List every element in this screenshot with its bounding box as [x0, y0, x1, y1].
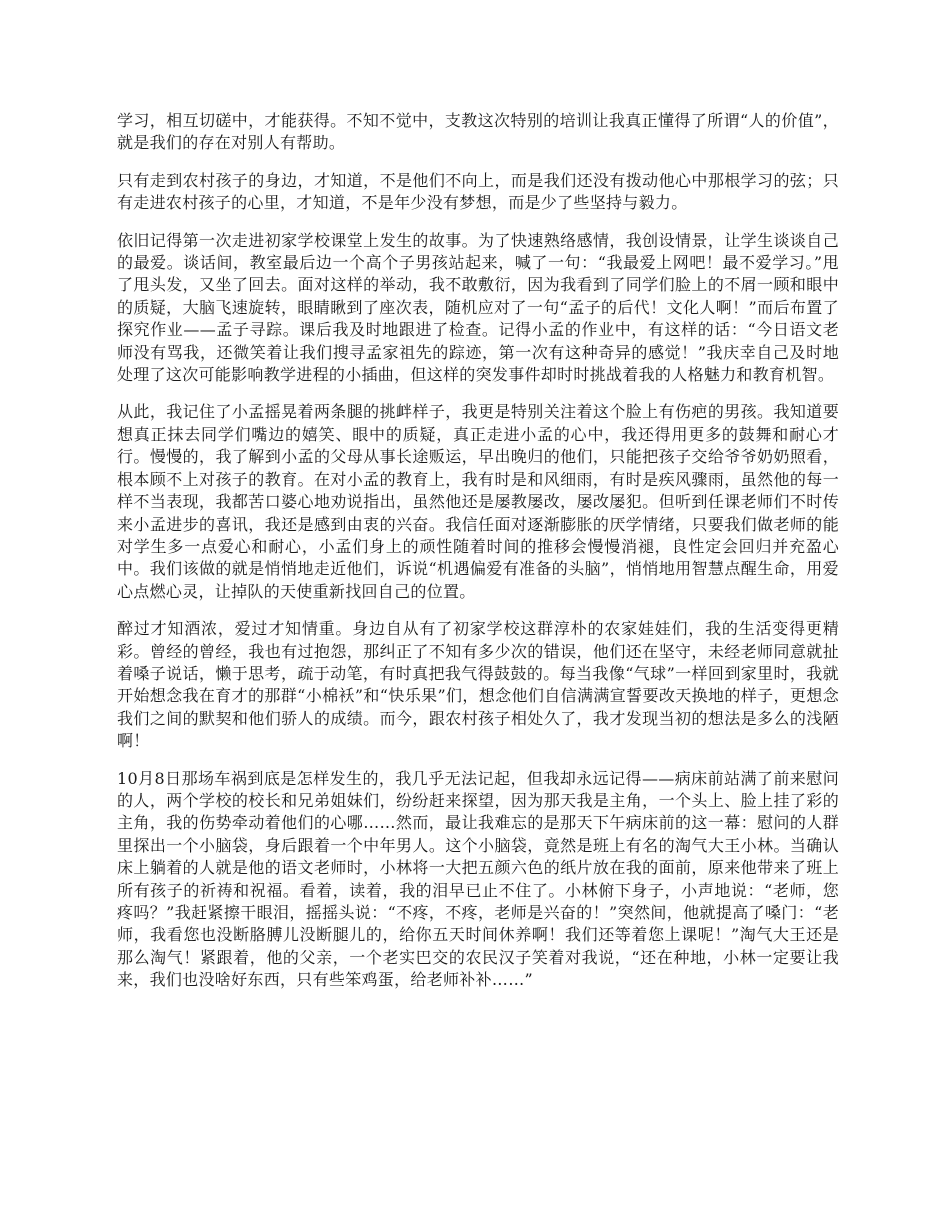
paragraph-4: 从此，我记住了小孟摇晃着两条腿的挑衅样子，我更是特别关注着这个脸上有伤疤的男孩。我知道要想真正抹去同学们嘴边的嬉笑、眼中的质疑，真正走进小孟的心中，我还得用更多的鼓舞和耐心才行。慢慢的，我了解到小孟的父母从事长途贩运，早出晚归的他们，只能把孩子交给爷爷奶奶照看，根本顾不上对孩子的教育。在对小孟的教育上，我有时是和风细雨，有时是疾风骤雨，虽然他的每一样不当表现，我都苦口婆心地劝说指出，虽然他还是屡教屡改，屡改屡犯。但听到任课老师们不时传来小孟进步的喜讯，我还是感到由衷的兴奋。我信任面对逐渐膨胀的厌学情绪，只要我们做老师的能对学生多一点爱心和耐心，小孟们身上的顽性随着时间的推移会慢慢消褪，良性定会回归并充盈心中。我们该做的就是悄悄地走近他们，诉说“机遇偏爱有准备的头脑”，悄悄地用智慧点醒生命，用爱心点燃心灵，让掉队的天使重新找回自己的位置。	[117, 402, 839, 601]
document-body	[117, 110, 839, 1007]
paragraph-6: 10月8日那场车祸到底是怎样发生的，我几乎无法记起，但我却永远记得——病床前站满了前来慰问的人，两个学校的校长和兄弟姐妹们，纷纷赶来探望，因为那天我是主角，一个头上、脸上挂了彩的主角，我的伤势牵动着他们的心哪……然而，最让我难忘的是那天下午病床前的这一幕：慰问的人群里探出一个小脑袋，身后跟着一个中年男人。这个小脑袋，竟然是班上有名的淘气大王小林。当确认床上躺着的人就是他的语文老师时，小林将一大把五颜六色的纸片放在我的面前，原来他带来了班上所有孩子的祈祷和祝福。看着，读着，我的泪早已止不住了。小林俯下身子，小声地说：“老师，您疼吗？”我赶紧擦干眼泪，摇摇头说：“不疼，不疼，老师是兴奋的！”突然间，他就提高了嗓门：“老师，我看您也没断胳膊儿没断腿儿的，给你五天时间休养啊！我们还等着您上课呢！”淘气大王还是那么淘气！紧跟着，他的父亲，一个老实巴交的农民汉子笑着对我说，“还在种地，小林一定要让我来，我们也没啥好东西，只有些笨鸡蛋，给老师补补……”	[117, 768, 839, 990]
paragraph-5: 醉过才知酒浓，爱过才知情重。身边自从有了初家学校这群淳朴的农家娃娃们，我的生活变得更精彩。曾经的曾经，我也有过抱怨，那纠正了不知有多少次的错误，他们还在坚守，未经老师同意就扯着嗓子说话，懒于思考，疏于动笔，有时真把我气得鼓鼓的。每当我像“气球”一样回到家里时，我就开始想念我在育才的那群“小棉袄”和“快乐果”们，想念他们自信满满宣誓要改天换地的样子，更想念我们之间的默契和他们骄人的成绩。而今，跟农村孩子相处久了，我才发现当初的想法是多么的浅陋啊！	[117, 619, 839, 751]
paragraph-3: 依旧记得第一次走进初家学校课堂上发生的故事。为了快速熟络感情，我创设情景，让学生谈谈自己的最爱。谈话间，教室最后边一个高个子男孩站起来，喊了一句：“我最爱上网吧！最不爱学习。”甩了甩头发，又坐了回去。面对这样的举动，我不敢敷衍，因为我看到了同学们脸上的不屑一顾和眼中的质疑，大脑飞速旋转，眼睛瞅到了座次表，随机应对了一句“孟子的后代！文化人啊！”而后布置了探究作业——孟子寻踪。课后我及时地跟进了检查。记得小孟的作业中，有这样的话：“今日语文老师没有骂我，还微笑着让我们搜寻孟家祖先的踪迹，第一次有这种奇异的感觉！”我庆幸自己及时地处理了这次可能影响教学进程的小插曲，但这样的突发事件却时时挑战着我的人格魅力和教育机智。	[117, 230, 839, 385]
paragraph-2: 只有走到农村孩子的身边，才知道，不是他们不向上，而是我们还没有拨动他心中那根学习的弦；只有走进农村孩子的心里，才知道，不是年少没有梦想，而是少了些坚持与毅力。	[117, 170, 839, 213]
paragraph-1: 学习，相互切磋中，才能获得。不知不觉中，支教这次特别的培训让我真正懂得了所谓“人的价值”，就是我们的存在对别人有帮助。	[117, 111, 839, 153]
